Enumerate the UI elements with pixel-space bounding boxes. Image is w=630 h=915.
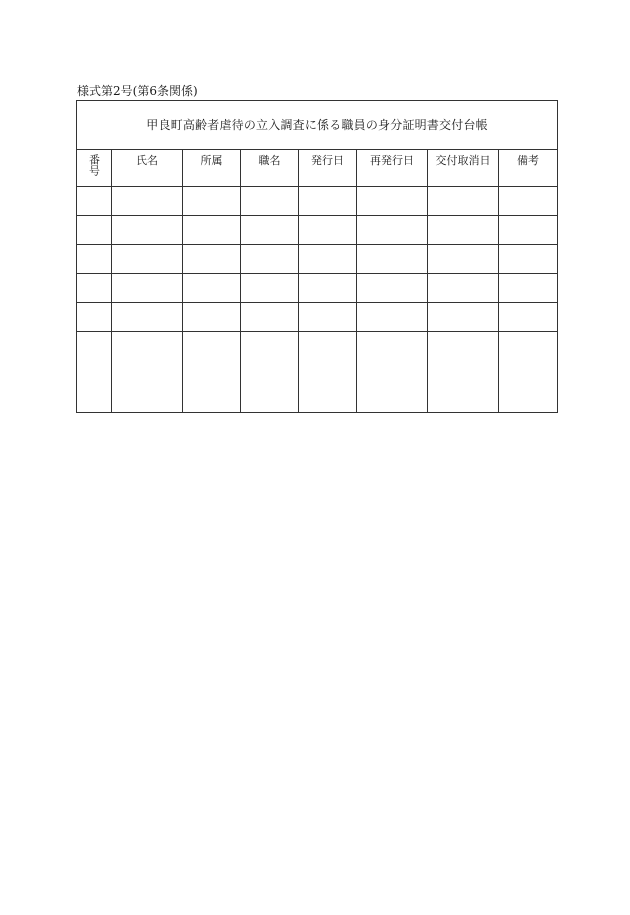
table-cell-issue_date: [299, 245, 357, 274]
table-cell-remarks: [499, 216, 558, 245]
table-cell-department: [183, 274, 241, 303]
table-cell-issue_date: [299, 216, 357, 245]
issuance-register-table: [76, 100, 558, 413]
table-row: [77, 187, 558, 216]
table-cell-revocation_date: [428, 216, 499, 245]
table-cell-department: [183, 332, 241, 413]
table-cell-reissue_date: [357, 332, 428, 413]
table-cell-number: [77, 303, 112, 332]
table-row: [77, 303, 558, 332]
table-cell-department: [183, 303, 241, 332]
table-row: [77, 245, 558, 274]
table-cell-name: [112, 187, 183, 216]
table-cell-remarks: [499, 303, 558, 332]
table-cell-position: [241, 216, 299, 245]
column-header-department: 所属: [183, 150, 241, 187]
column-header-number: [77, 150, 112, 187]
table-row: [77, 332, 558, 413]
table-cell-reissue_date: [357, 303, 428, 332]
table-cell-name: [112, 245, 183, 274]
table-cell-number: [77, 274, 112, 303]
table-cell-position: [241, 332, 299, 413]
table-cell-revocation_date: [428, 332, 499, 413]
table-cell-revocation_date: [428, 274, 499, 303]
table-cell-position: [241, 187, 299, 216]
table-cell-department: [183, 187, 241, 216]
column-header-reissue-date: 再発行日: [357, 150, 428, 187]
title-row: [77, 101, 558, 150]
table-cell-revocation_date: [428, 303, 499, 332]
table-row: [77, 274, 558, 303]
table-cell-reissue_date: [357, 187, 428, 216]
table-cell-number: [77, 245, 112, 274]
table-cell-name: [112, 216, 183, 245]
column-header-number-label: 番号: [87, 154, 101, 176]
table-cell-name: [112, 274, 183, 303]
column-header-position: 職名: [241, 150, 299, 187]
table-cell-revocation_date: [428, 245, 499, 274]
table-cell-number: [77, 187, 112, 216]
form-number-label: 様式第2号(第6条関係): [77, 84, 198, 98]
column-header-remarks: 備考: [499, 150, 558, 187]
table-cell-revocation_date: [428, 187, 499, 216]
table-cell-reissue_date: [357, 274, 428, 303]
table-cell-number: [77, 332, 112, 413]
column-header-revocation-date: 交付取消日: [428, 150, 499, 187]
table-cell-department: [183, 216, 241, 245]
header-row: [77, 150, 558, 187]
register-title: 甲良町高齢者虐待の立入調査に係る職員の身分証明書交付台帳: [77, 101, 558, 150]
column-header-issue-date: 発行日: [299, 150, 357, 187]
table-cell-issue_date: [299, 303, 357, 332]
table-cell-position: [241, 303, 299, 332]
table-cell-reissue_date: [357, 245, 428, 274]
table-cell-department: [183, 245, 241, 274]
table-cell-name: [112, 332, 183, 413]
table-cell-number: [77, 216, 112, 245]
table-cell-remarks: [499, 274, 558, 303]
table-cell-reissue_date: [357, 216, 428, 245]
table-cell-issue_date: [299, 332, 357, 413]
table-cell-name: [112, 303, 183, 332]
table-cell-position: [241, 245, 299, 274]
column-header-name: 氏名: [112, 150, 183, 187]
table-cell-issue_date: [299, 187, 357, 216]
table-cell-position: [241, 274, 299, 303]
register-body: [77, 187, 558, 413]
table-cell-remarks: [499, 187, 558, 216]
table-cell-remarks: [499, 332, 558, 413]
table-cell-issue_date: [299, 274, 357, 303]
table-cell-remarks: [499, 245, 558, 274]
table-row: [77, 216, 558, 245]
